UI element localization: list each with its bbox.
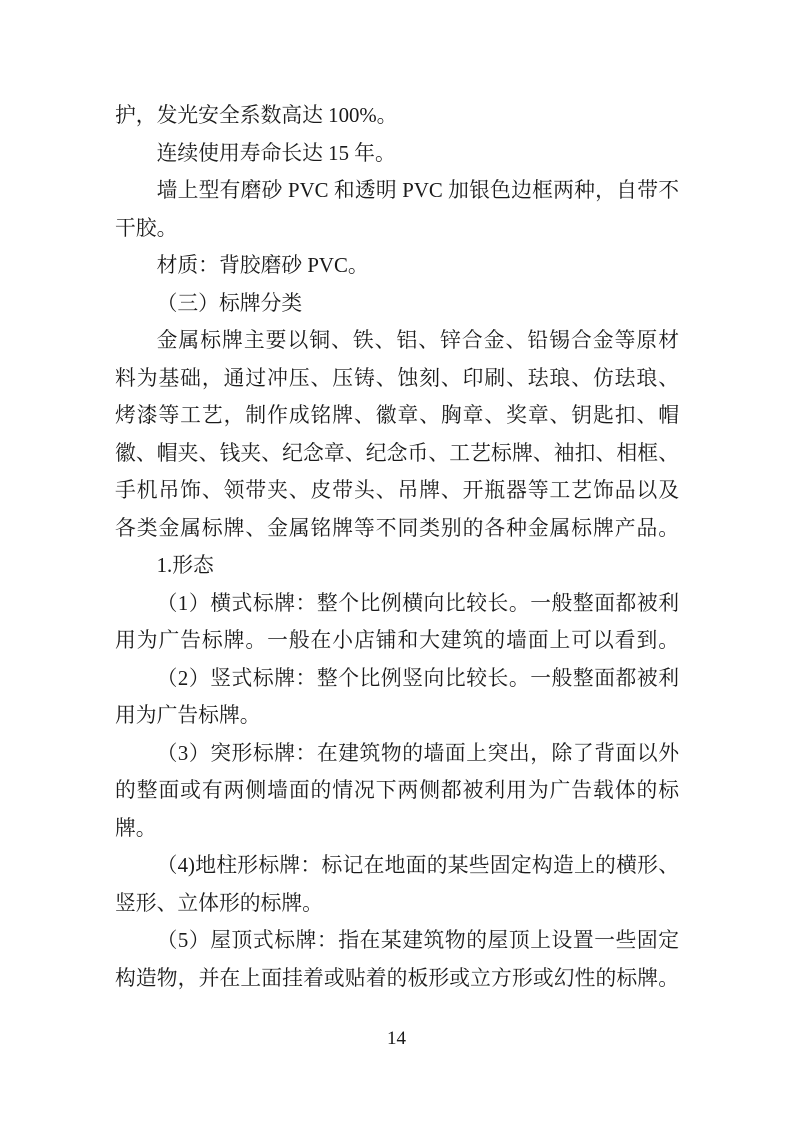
text-line: 的整面或有两侧墙面的情况下两侧都被利用为广告载体的标 — [115, 779, 679, 802]
text-line: 材质：背胶磨砂 PVC。 — [156, 254, 369, 277]
page-number: 14 — [387, 1028, 406, 1049]
text-line: 连续使用寿命长达 15 年。 — [156, 141, 396, 165]
text-line: 徽、帽夹、钱夹、纪念章、纪念币、工艺标牌、袖扣、相框、 — [115, 441, 679, 465]
text-line: 1.形态 — [156, 554, 214, 577]
text-line: （三）标牌分类 — [156, 291, 303, 315]
text-line: 各类金属标牌、金属铭牌等不同类别的各种金属标牌产品。 — [115, 516, 679, 540]
text-line: 金属标牌主要以铜、铁、铝、锌合金、铅锡合金等原材 — [156, 329, 679, 352]
text-line: 干胶。 — [115, 216, 178, 240]
text-line: 料为基础，通过冲压、压铸、蚀刻、印刷、珐琅、仿珐琅、 — [115, 366, 679, 390]
text-line: 烤漆等工艺，制作成铭牌、徽章、胸章、奖章、钥匙扣、帽 — [115, 404, 679, 427]
text-line: 构造物，并在上面挂着或贴着的板形或立方形或幻性的标牌。 — [115, 966, 679, 990]
text-line: 牌。 — [115, 816, 157, 840]
document-body — [115, 97, 679, 997]
text-line: （4)地柱形标牌：标记在地面的某些固定构造上的横形、 — [156, 854, 679, 877]
page-footer — [0, 1028, 793, 1050]
text-line: （3）突形标牌：在建筑物的墙面上突出，除了背面以外 — [156, 741, 679, 765]
text-line: （5）屋顶式标牌：指在某建筑物的屋顶上设置一些固定 — [156, 929, 679, 952]
text-line: 用为广告标牌。 — [115, 704, 261, 727]
text-line: 护，发光安全系数高达 100%。 — [115, 104, 398, 127]
text-line: 用为广告标牌。一般在小店铺和大建筑的墙面上可以看到。 — [115, 629, 679, 652]
text-line: （1）横式标牌：整个比例横向比较长。一般整面都被利 — [156, 591, 679, 615]
text-line: （2）竖式标牌：整个比例竖向比较长。一般整面都被利 — [156, 666, 679, 690]
text-line: 墙上型有磨砂 PVC 和透明 PVC 加银色边框两种，自带不 — [156, 179, 679, 202]
text-line: 竖形、立体形的标牌。 — [115, 891, 323, 915]
text-line: 手机吊饰、领带夹、皮带头、吊牌、开瓶器等工艺饰品以及 — [115, 479, 679, 502]
